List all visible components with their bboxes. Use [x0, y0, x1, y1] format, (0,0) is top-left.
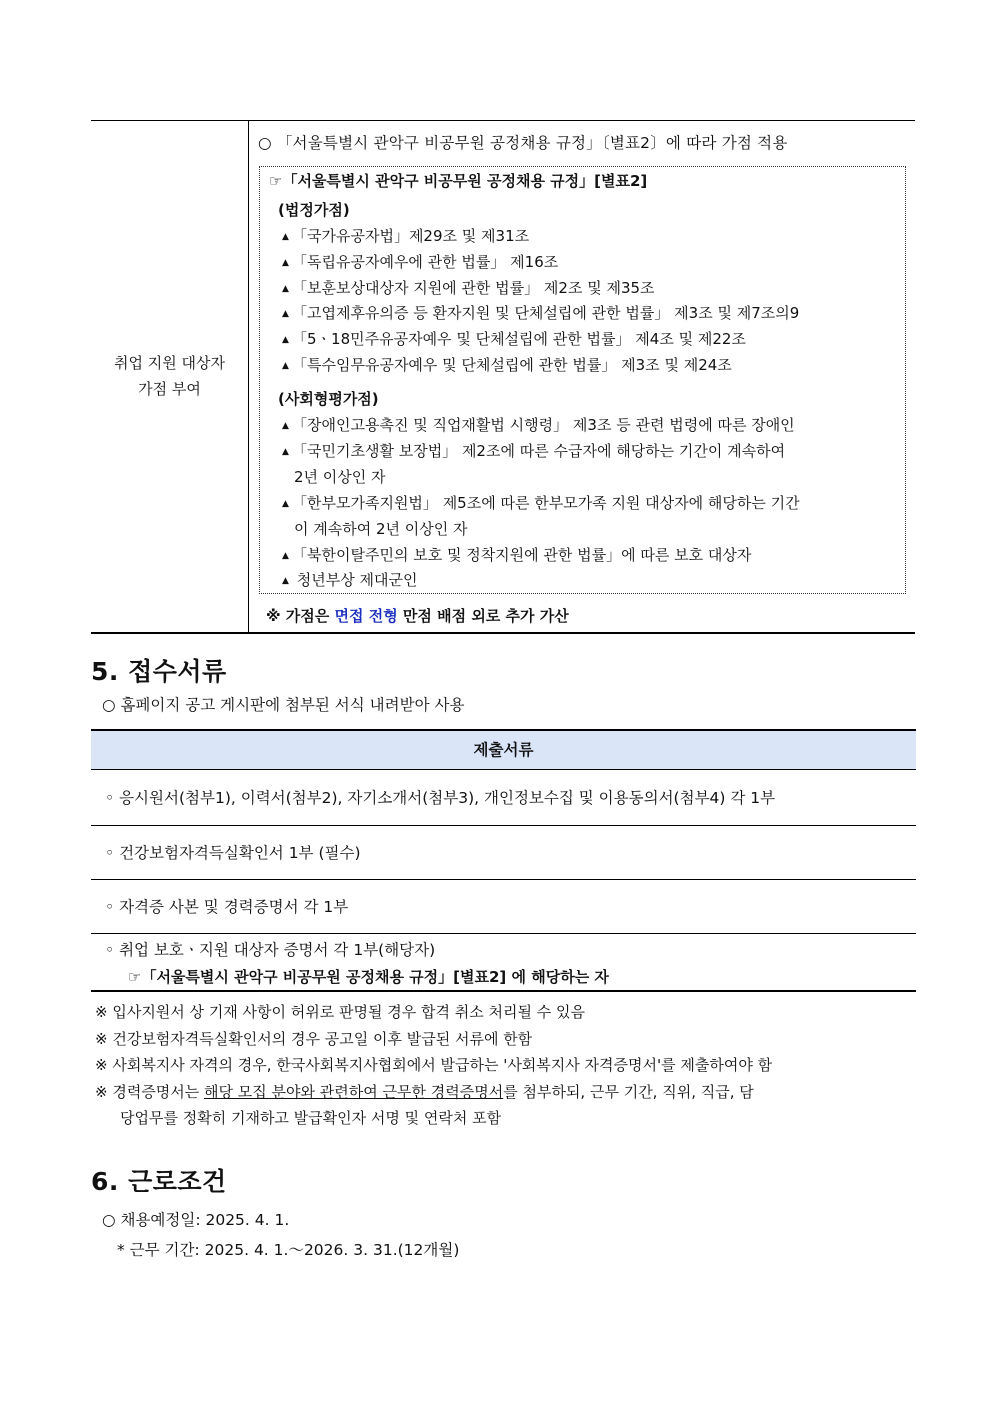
list-item: ▲ 「국민기초생활 보장법」 제2조에 따른 수급자에 해당하는 기간이 계속하여 — [282, 442, 786, 460]
table-row: ◦ 취업 보호ㆍ지원 대상자 증명서 각 1부(해당자) — [105, 941, 436, 959]
list-item: ▲ 「북한이탈주민의 보호 및 정착지원에 관한 법률」에 따른 보호 대상자 — [282, 546, 752, 564]
documents-table-header: 제출서류 — [91, 731, 916, 770]
section-5-intro: ○ 홈페이지 공고 게시판에 첨부된 서식 내려받아 사용 — [102, 696, 465, 714]
triangle-bullet-icon: ▲ — [282, 258, 289, 268]
list-item: ▲ 청년부상 제대군인 — [282, 571, 418, 589]
triangle-bullet-icon: ▲ — [282, 335, 289, 345]
triangle-bullet-icon: ▲ — [282, 447, 289, 457]
table-row: ◦ 건강보험자격득실확인서 1부 (필수) — [105, 844, 361, 862]
table-row-subnote: ☞「서울특별시 관악구 비공무원 공정채용 규정」[별표2] 에 해당하는 자 — [128, 968, 609, 986]
list-item: ▲ 「특수임무유공자예우 및 단체설립에 관한 법률」 제3조 및 제24조 — [282, 356, 732, 374]
row-divider — [91, 933, 916, 934]
list-item: ▲ 「한부모가족지원법」 제5조에 따른 한부모가족 지원 대상자에 해당하는 기간 — [282, 494, 800, 512]
list-item: ▲ 「보훈보상대상자 지원에 관한 법률」 제2조 및 제35조 — [282, 279, 655, 297]
work-period: * 근무 기간: 2025. 4. 1.～2026. 3. 31.(12개월) — [117, 1241, 460, 1259]
section-6-title: 6. 근로조건 — [91, 1167, 227, 1196]
note-line: ※ 건강보험자격득실확인서의 경우 공고일 이후 발급된 서류에 한함 — [95, 1030, 533, 1048]
note-line: ※ 경력증명서는 해당 모집 분야와 관련하여 근무한 경력증명서를 첨부하되, 근무 기간, 직위, 직급, 담 — [95, 1083, 754, 1101]
social-points-heading: (사회형평가점) — [278, 390, 379, 408]
list-item-continuation: 이 계속하여 2년 이상인 자 — [294, 520, 468, 538]
list-item: ▲ 「고엽제후유의증 등 환자지원 및 단체설립에 관한 법률」 제3조 및 제7조의9 — [282, 304, 800, 322]
triangle-bullet-icon: ▲ — [282, 361, 289, 371]
triangle-bullet-icon: ▲ — [282, 576, 289, 586]
triangle-bullet-icon: ▲ — [282, 499, 289, 509]
regulation-box-title: ☞「서울특별시 관악구 비공무원 공정채용 규정」[별표2] — [269, 172, 648, 190]
interview-highlight: 면접 전형 — [334, 607, 398, 625]
triangle-bullet-icon: ▲ — [282, 551, 289, 561]
preference-row-label — [91, 350, 248, 402]
start-date: ○ 채용예정일: 2025. 4. 1. — [102, 1211, 290, 1229]
note-line: ※ 사회복지사 자격의 경우, 한국사회복지사협회에서 발급하는 '사회복지사 자격증명서'를 제출하여야 함 — [95, 1056, 773, 1074]
triangle-bullet-icon: ▲ — [282, 284, 289, 294]
row-divider — [91, 879, 916, 880]
underlined-text: 해당 모집 분야와 관련하여 근무한 경력증명서 — [204, 1083, 504, 1101]
list-item: ▲ 「장애인고용촉진 및 직업재활법 시행령」 제3조 등 관련 법령에 따른 장애인 — [282, 416, 795, 434]
preference-note: ※ 가점은 면접 전형 만점 배점 외로 추가 가산 — [266, 607, 569, 625]
preference-intro: ○ 「서울특별시 관악구 비공무원 공정채용 규정」〔별표2〕에 따라 가점 적용 — [258, 134, 788, 152]
table-divider — [248, 120, 249, 634]
table-row: ◦ 응시원서(첨부1), 이력서(첨부2), 자기소개서(첨부3), 개인정보수집 및 이용동의서(첨부4) 각 1부 — [105, 789, 776, 807]
list-item: ▲ 「국가유공자법」제29조 및 제31조 — [282, 227, 530, 245]
triangle-bullet-icon: ▲ — [282, 421, 289, 431]
row-label-line2: 가점 부여 — [138, 380, 201, 398]
triangle-bullet-icon: ▲ — [282, 232, 289, 242]
row-label-line1: 취업 지원 대상자 — [114, 354, 225, 372]
legal-points-heading: (법정가점) — [278, 201, 350, 219]
list-item: ▲ 「독립유공자예우에 관한 법률」 제16조 — [282, 253, 559, 271]
note-line-continuation: 당업무를 정확히 기재하고 발급확인자 서명 및 연락처 포함 — [120, 1109, 502, 1127]
section-5-title: 5. 접수서류 — [91, 657, 227, 686]
triangle-bullet-icon: ▲ — [282, 309, 289, 319]
list-item-continuation: 2년 이상인 자 — [294, 468, 386, 486]
list-item: ▲ 「5ㆍ18민주유공자예우 및 단체설립에 관한 법률」 제4조 및 제22조 — [282, 330, 746, 348]
note-line: ※ 입사지원서 상 기재 사항이 허위로 판명될 경우 합격 취소 처리될 수 있음 — [95, 1003, 585, 1021]
table-row: ◦ 자격증 사본 및 경력증명서 각 1부 — [105, 898, 349, 916]
row-divider — [91, 825, 916, 826]
